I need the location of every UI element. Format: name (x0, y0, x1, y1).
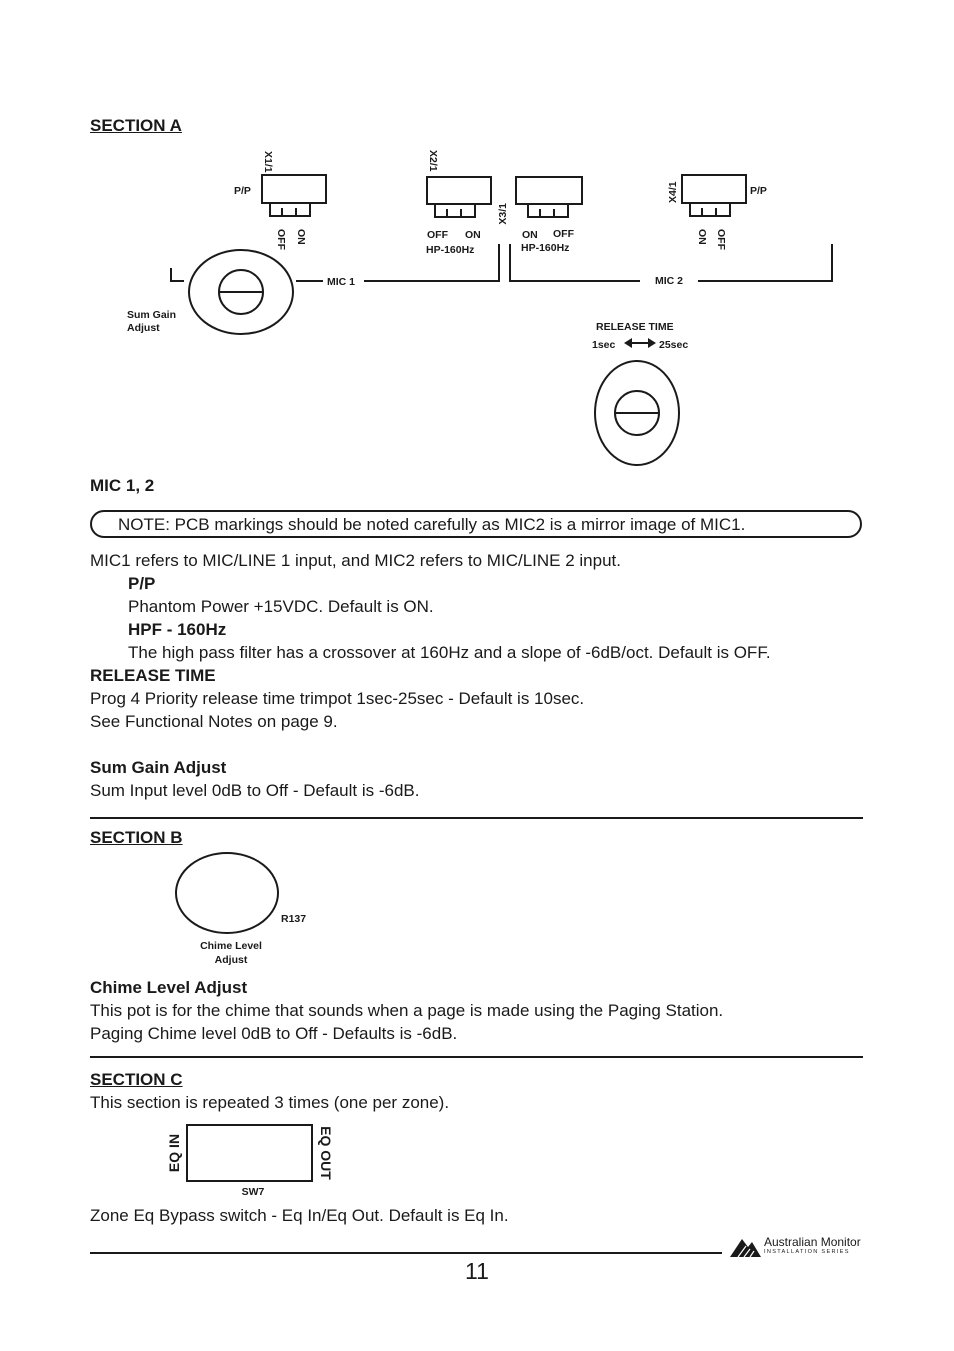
section-b-heading: SECTION B (90, 828, 183, 847)
twentyfive-sec-label: 25sec (659, 339, 689, 351)
sum-gain-heading: Sum Gain Adjust (90, 758, 227, 777)
pp-heading: P/P (128, 574, 156, 593)
divider-b-c (90, 1056, 863, 1058)
x3-label: X3/1 (497, 203, 509, 225)
footer-rule (90, 1252, 722, 1254)
x2-switch-pins (435, 204, 475, 217)
sum-gain-label-line1: Sum Gain (127, 309, 177, 321)
chime-heading: Chime Level Adjust (90, 978, 248, 997)
eq-switch-block (187, 1125, 312, 1181)
release-text-2: See Functional Notes on page 9. (90, 712, 338, 731)
note-box (90, 510, 862, 538)
chime-label-line2: Adjust (214, 954, 248, 966)
chime-text-2: Paging Chime level 0dB to Off - Defaults is -6dB. (90, 1024, 458, 1043)
hpf-text: The high pass filter has a crossover at 160Hz and a slope of -6dB/oct. Default is OFF. (128, 643, 771, 662)
mic2-label: MIC 2 (655, 275, 684, 287)
release-heading: RELEASE TIME (90, 666, 216, 685)
double-arrow-icon (624, 338, 656, 348)
r137-label: R137 (281, 913, 307, 925)
mountain-logo-icon (728, 1233, 762, 1259)
chime-label-line1: Chime Level (200, 940, 262, 952)
x2-on-label: ON (465, 229, 481, 241)
x4-switch-block (682, 175, 746, 203)
brand-name: Australian Monitor (764, 1235, 861, 1249)
mic1-label: MIC 1 (327, 276, 356, 288)
x3-switch-pins (528, 204, 568, 217)
brand-series: INSTALLATION SERIES (764, 1249, 850, 1255)
x1-on-label: ON (295, 229, 307, 245)
x1-switch-pins (270, 203, 310, 216)
section-c-heading: SECTION C (90, 1070, 183, 1089)
x2-hp-label: HP-160Hz (426, 244, 475, 256)
section-c-text: Zone Eq Bypass switch - Eq In/Eq Out. Default is Eq In. (90, 1206, 509, 1225)
x3-hp-label: HP-160Hz (521, 242, 570, 254)
x1-switch-block (262, 175, 326, 203)
x2-off-label: OFF (427, 229, 448, 241)
divider-a-b (90, 817, 863, 819)
release-text-1: Prog 4 Priority release time trimpot 1sec-25sec - Default is 10sec. (90, 689, 585, 708)
mic-intro: MIC1 refers to MIC/LINE 1 input, and MIC2 refers to MIC/LINE 2 input. (90, 551, 621, 570)
x3-off-label: OFF (553, 228, 574, 240)
section-c-intro: This section is repeated 3 times (one per zone). (90, 1093, 450, 1112)
chime-text-1: This pot is for the chime that sounds when a page is made using the Paging Station. (90, 1001, 724, 1020)
x4-off-label: OFF (715, 229, 727, 250)
eq-out-label: EQ OUT (318, 1126, 334, 1180)
pp-text: Phantom Power +15VDC. Default is ON. (128, 597, 434, 616)
hpf-heading: HPF - 160Hz (128, 620, 227, 639)
section-a-heading: SECTION A (90, 116, 182, 135)
x4-switch-pins (690, 203, 730, 216)
x4-on-label: ON (696, 229, 708, 245)
pp-label-right: P/P (750, 185, 767, 197)
release-time-label: RELEASE TIME (596, 321, 674, 333)
x3-switch-block (516, 177, 582, 204)
sum-gain-label-line2: Adjust (127, 322, 160, 334)
one-sec-label: 1sec (592, 339, 616, 351)
section-c-diagram (0, 1115, 954, 1205)
sum-gain-text: Sum Input level 0dB to Off - Default is -6dB. (90, 781, 420, 800)
section-b-diagram (0, 840, 954, 975)
x2-switch-block (427, 177, 491, 204)
x3-on-label: ON (522, 229, 538, 241)
x1-label: X1/1 (262, 151, 274, 173)
x1-off-label: OFF (275, 229, 287, 250)
x4-label: X4/1 (667, 181, 679, 203)
chime-trimpot-body (176, 853, 278, 933)
x2-label: X2/1 (427, 150, 439, 172)
sw7-label: SW7 (241, 1186, 265, 1198)
section-a-diagram (0, 0, 954, 480)
mic1-bracket-left (171, 268, 184, 281)
pp-label-left: P/P (234, 185, 251, 197)
note-text: NOTE: PCB markings should be noted carefully as MIC2 is a mirror image of MIC1. (118, 515, 746, 534)
page-number: 11 (465, 1258, 489, 1284)
eq-in-label: EQ IN (166, 1133, 182, 1173)
mic-heading: MIC 1, 2 (90, 476, 155, 495)
